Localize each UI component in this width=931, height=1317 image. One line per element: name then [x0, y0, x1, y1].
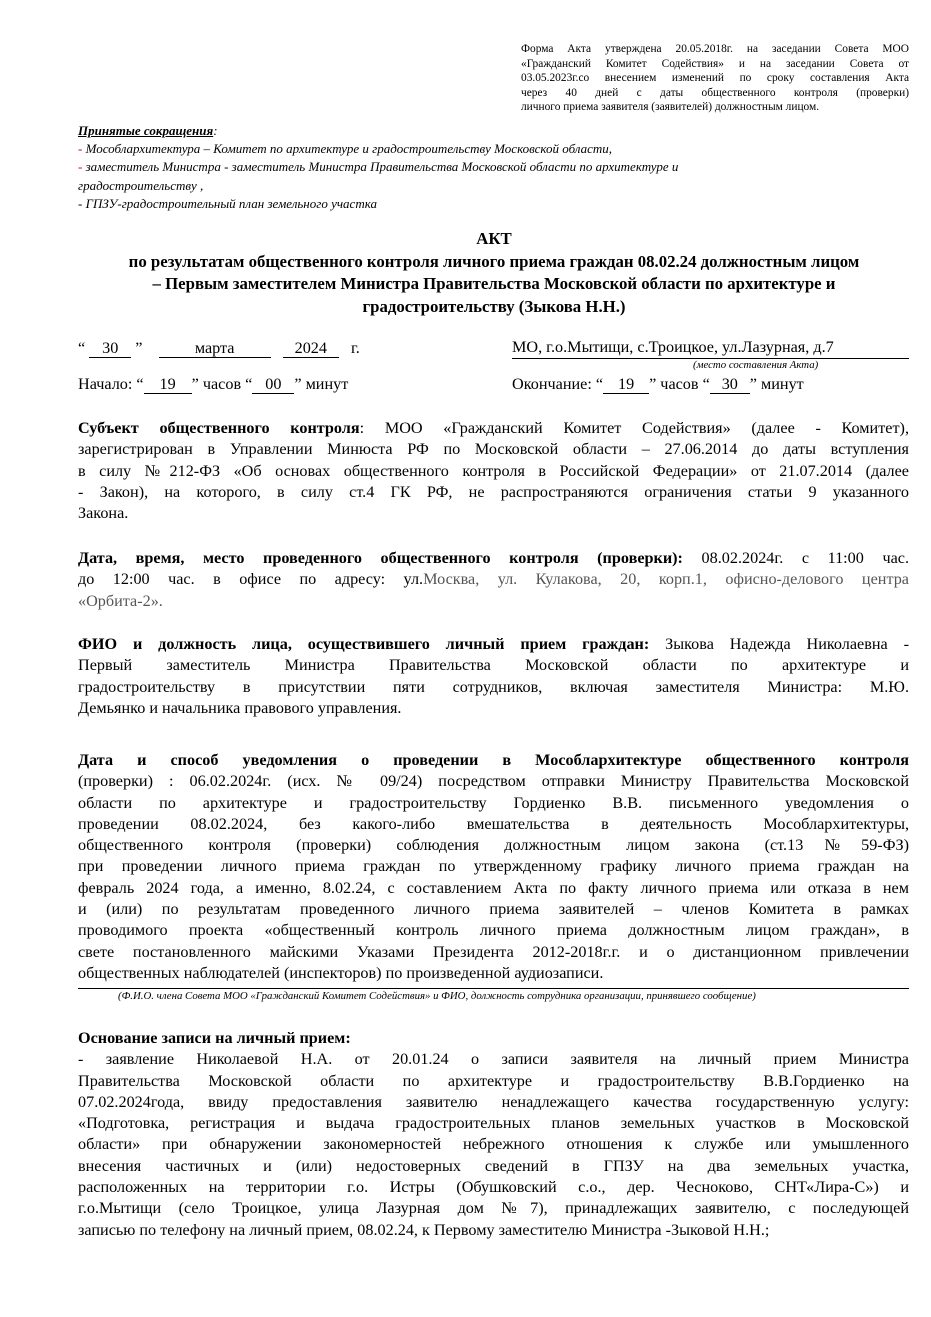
date-month: марта	[159, 339, 271, 358]
official-label: ФИО и должность лица, осуществившего личный прием граждан:	[78, 635, 650, 653]
control-datetime-value: 08.02.2024г. с 11:00 час.	[682, 549, 910, 567]
quote-close: ”	[749, 375, 757, 393]
start-minutes: 00	[252, 375, 294, 394]
notification-line: свете постановленного майскими Указами Президента 2012-2018г.г. и о дистанционном привлечении	[78, 942, 909, 961]
basis-line: Правительства Московской области по архитектуре и градостроительству В.В.Гордиенко на	[78, 1071, 909, 1090]
act-title-heading: АКТ	[476, 229, 512, 248]
end-time	[512, 374, 804, 394]
subject-line: Закона.	[78, 504, 129, 523]
start-label: Начало:	[78, 375, 133, 393]
quote-close: ”	[135, 339, 143, 357]
act-place-caption: (место составления Акта)	[693, 359, 819, 371]
notification-line: общественных наблюдателей (инспекторов) по произведенной аудиозаписи.	[78, 963, 604, 982]
start-hours: 19	[144, 375, 192, 394]
abbreviations-block	[78, 122, 838, 213]
notification-line: проведении 08.02.2024, без какого-либо вмешательства в деятельность Мособлархитектуры,	[78, 814, 909, 833]
control-datetime-section	[78, 548, 909, 612]
hours-word: часов	[660, 375, 699, 393]
quote-open: “	[136, 375, 144, 393]
quote-open: “	[245, 375, 253, 393]
notification-line: области по архитектуре и градостроительству Гордиенко В.В. письменного уведомления о	[78, 793, 909, 812]
control-address-prefix: до 12:00 час. в офисе по адресу: ул.	[78, 570, 424, 589]
notification-divider	[78, 988, 909, 989]
form-note-line: личного приема заявителя (заявителей) должностным лицом.	[521, 101, 820, 114]
abbreviation-dash: -	[78, 159, 83, 175]
basis-label: Основание записи на личный прием:	[78, 1029, 351, 1047]
minutes-word: минут	[761, 375, 804, 393]
abbreviation-text: - ГПЗУ-градостроительный план земельного участка	[78, 195, 377, 211]
date-year: 2024	[283, 339, 339, 358]
end-label: Окончание:	[512, 375, 592, 393]
notification-section	[78, 750, 909, 984]
notification-line: (проверки) : 06.02.2024г. (исх. № 09/24) посредством отправки Министру Правительства Московской	[78, 772, 909, 791]
quote-close: ”	[191, 375, 199, 393]
basis-line: г.о.Мытищи (село Троицкое, улица Лазурная дом №7), принадлежащих заявителю, с последующей	[78, 1199, 909, 1218]
abbreviation-text: градостроительству ,	[78, 177, 204, 193]
notification-caption: (Ф.И.О. члена Совета МОО «Гражданский Комитет Содействия» и ФИО, должность сотрудника организации, принявшего сообщение)	[118, 990, 756, 1002]
end-hours: 19	[603, 375, 649, 394]
act-title-line: по результатам общественного контроля личного приема граждан 08.02.24 должностным лицом	[128, 251, 860, 271]
subject-label: Субъект общественного контроля	[78, 419, 360, 437]
official-name: Зыкова Надежда Николаевна -	[649, 635, 909, 653]
act-date	[78, 338, 360, 358]
abbreviation-text: Мособлархитектура – Комитет по архитектуре и градостроительству Московской области,	[82, 141, 613, 157]
basis-line: области» при обнаружении закономерностей небрежного отношения к службе или умышленного	[78, 1135, 909, 1154]
basis-line: 07.02.2024года, ввиду предоставления заявителю ненадлежащего качества государственную услугу:	[78, 1092, 909, 1111]
quote-close: ”	[649, 375, 657, 393]
act-place: МО, г.о.Мытищи, с.Троицкое, ул.Лазурная, д.7	[512, 337, 909, 359]
abbreviation-dash: -	[78, 141, 83, 157]
subject-line: зарегистрирован в Управлении Минюста РФ по Московской области – 27.06.2014 до даты вступления	[78, 440, 909, 459]
basis-line: расположенных на территории г.о. Истры (Обушковский с.о., дер. Чесноково, СНТ«Лира-С») и	[78, 1178, 909, 1197]
abbreviation-text: заместитель Министра - заместитель Министра Правительства Московской области по архитектуре и	[82, 159, 679, 175]
notification-line: февраль 2024 года, а именно, 8.02.24, с составлением Акта по факту личного приема или отказа в нем	[78, 878, 909, 897]
basis-section	[78, 1028, 909, 1241]
hours-word: часов	[202, 375, 242, 393]
control-datetime-label: Дата, время, место проведенного общественного контроля (проверки):	[78, 549, 683, 567]
basis-line: записью по телефону на личный прием, 08.02.24, к Первому заместителю Министра -Зыковой Н.Н.;	[78, 1220, 770, 1239]
official-line: Первый заместитель Министра Правительства Московской области по архитектуре и	[78, 656, 909, 675]
control-address: Москва, ул. Кулакова, 20, корп.1, офисно-делового центра	[423, 570, 909, 589]
basis-line: - заявление Николаевой Н.А. от 20.01.24 о записи заявителя на личный прием Министра	[78, 1050, 909, 1069]
form-note-line: 03.05.2023г.со внесением изменений по сроку составления Акта	[521, 72, 909, 85]
official-line: Демьянко и начальника правового управления.	[78, 698, 402, 717]
form-note-line: через 40 дней с даты общественного контроля (проверки)	[521, 86, 909, 99]
subject-line: : МОО «Гражданский Комитет Содействия» (далее - Комитет),	[359, 419, 909, 437]
subject-line: в силу №212-ФЗ «Об основах общественного контроля в Российской Федерации» от 21.07.2014 (далее	[78, 461, 909, 480]
quote-open: “	[78, 339, 86, 357]
notification-line: при проведении личного приема граждан по утвержденному графику личного приема граждан на	[78, 857, 909, 876]
date-year-suffix: г.	[350, 339, 360, 357]
abbreviation-item	[78, 158, 838, 176]
abbreviations-colon: :	[213, 123, 218, 138]
notification-line: общественного контроля (проверки) соблюдения должностным лицом закона (ст.13№59-ФЗ)	[78, 836, 909, 855]
official-section	[78, 634, 909, 719]
quote-close: ”	[294, 375, 302, 393]
act-title-line: – Первым заместителем Министра Правительства Московской области по архитектуре и	[152, 274, 836, 294]
abbreviation-item	[78, 195, 838, 213]
end-minutes: 30	[710, 375, 750, 394]
basis-line: «Подготовка, регистрация и выдача градостроительных планов земельных участков в Московской	[78, 1114, 909, 1133]
act-title-line: градостроительству (Зыкова Н.Н.)	[362, 296, 626, 316]
quote-open: “	[595, 375, 604, 393]
notification-label: Дата и способ уведомления о проведении в Мособлархитектуре общественного контроля	[78, 751, 909, 769]
official-line: градостроительству в присутствии пяти сотрудников, включая заместителя Министра: М.Ю.	[78, 677, 909, 696]
basis-line: внесения частичных и (или) недостоверных сведений в ГПЗУ на два земельных участка,	[78, 1156, 909, 1175]
abbreviations-heading: Принятые сокращения	[78, 123, 214, 138]
start-time	[78, 374, 348, 394]
minutes-word: минут	[305, 375, 349, 393]
abbreviation-item	[78, 140, 838, 158]
date-day: 30	[89, 339, 131, 358]
form-approval-note	[521, 42, 909, 115]
control-address-end: «Орбита-2».	[78, 591, 163, 610]
notification-line: и (или) по результатам проведенного личного приема заявителей – членов Комитета в рамках	[78, 900, 909, 919]
form-note-line: Форма Акта утверждена 20.05.2018г. на заседании Совета МОО	[521, 43, 909, 55]
subject-line: - Закон), на которого, в силу ст.4 ГК РФ, не распространяются ограничения статьи 9 указанного	[78, 482, 909, 501]
notification-line: проводимого проекта «общественный контроль личного приема должностным лицом граждан», в	[78, 921, 909, 940]
abbreviation-item	[78, 177, 838, 195]
quote-open: “	[702, 375, 710, 393]
act-title	[60, 228, 928, 318]
subject-section	[78, 418, 909, 524]
form-note-line: «Гражданский Комитет Содействия» и на заседании Совета от	[521, 57, 909, 70]
